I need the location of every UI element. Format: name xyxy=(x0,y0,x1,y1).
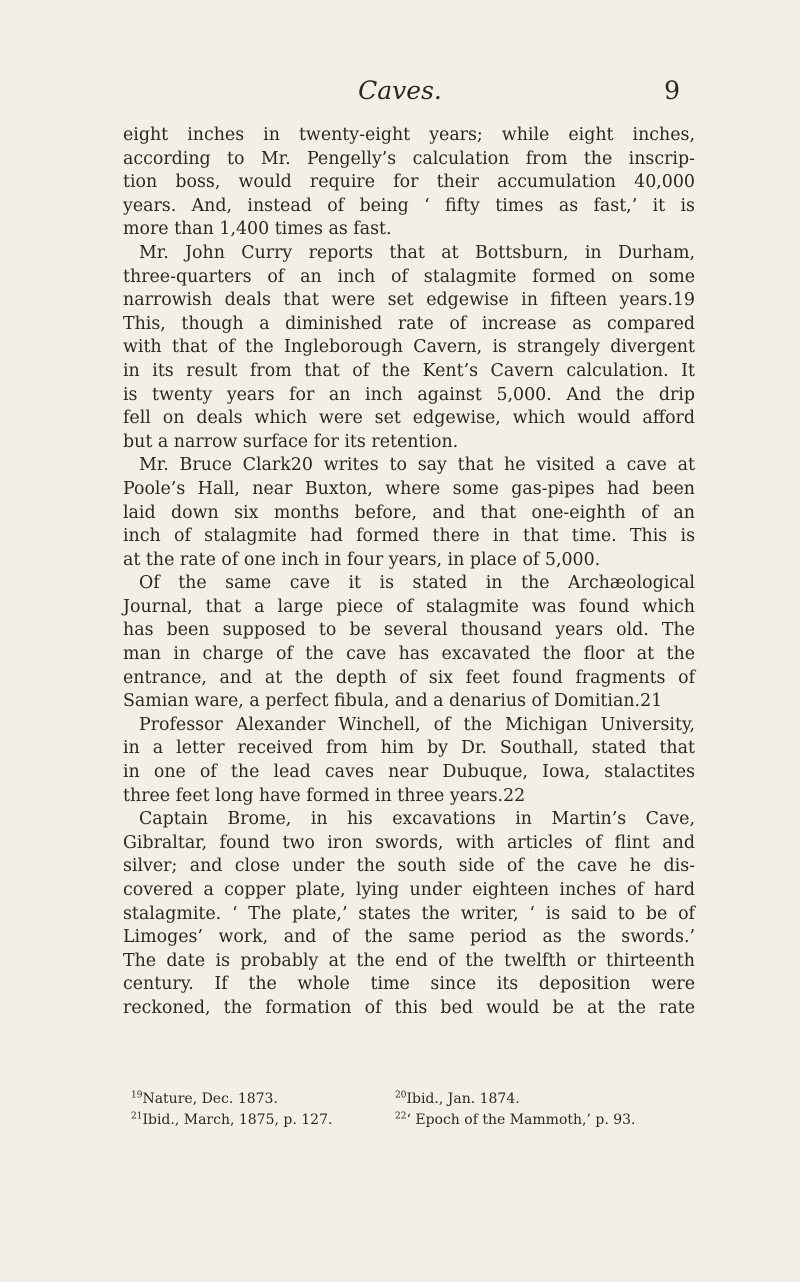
footnote-number: 19 xyxy=(131,1090,143,1101)
footnote-text: ‘ Epoch of the Mammoth,’ p. 93. xyxy=(406,1112,636,1128)
text-line: has been supposed to be several thousand years old. The xyxy=(123,620,695,641)
text-line: in its result from that of the Kent’s Cavern calculation. It xyxy=(123,360,695,381)
text-line: stalagmite. ‘ The plate,’ states the writer, ‘ is said to be of xyxy=(123,903,695,924)
text-line: Gibraltar, found two iron swords, with articles of flint and xyxy=(123,832,695,853)
text-line: Samian ware, a perfect fibula, and a denarius of Domitian.21 xyxy=(123,691,663,712)
text-line: silver; and close under the south side of the cave he dis- xyxy=(123,856,695,877)
text-line: narrowish deals that were set edgewise in fifteen years.19 xyxy=(123,290,695,311)
text-line: is twenty years for an inch against 5,000. And the drip xyxy=(123,384,695,405)
text-line: three-quarters of an inch of stalagmite formed on some xyxy=(123,266,695,287)
running-head xyxy=(120,76,680,106)
text-line: Of the same cave it is stated in the Archæological xyxy=(139,573,695,594)
body-text xyxy=(123,124,695,1021)
footnote-20 xyxy=(395,1091,520,1107)
text-line: The date is probably at the end of the twelfth or thirteenth xyxy=(123,950,695,971)
footnote-22 xyxy=(395,1112,636,1128)
text-line: in a letter received from him by Dr. Southall, stated that xyxy=(123,738,695,759)
text-line: tion boss, would require for their accumulation 40,000 xyxy=(123,172,695,193)
text-line: covered a copper plate, lying under eighteen inches of hard xyxy=(123,880,695,900)
text-line: in one of the lead caves near Dubuque, Iowa, stalactites xyxy=(123,762,695,783)
running-title: Caves. xyxy=(358,76,442,105)
footnote-19 xyxy=(131,1091,278,1107)
text-line: entrance, and at the depth of six feet found fragments of xyxy=(123,667,695,688)
text-line: century. If the whole time since its deposition were xyxy=(123,974,695,995)
text-line: Captain Brome, in his excavations in Martin’s Cave, xyxy=(139,809,695,830)
text-line: fell on deals which were set edgewise, which would afford xyxy=(123,408,695,429)
text-line: Mr. John Curry reports that at Bottsburn, in Durham, xyxy=(139,242,695,263)
footnote-text: Ibid., March, 1875, p. 127. xyxy=(142,1112,333,1128)
footnote-number: 20 xyxy=(395,1090,407,1101)
text-line: more than 1,400 times as fast. xyxy=(123,219,392,240)
text-line: but a narrow surface for its retention. xyxy=(123,431,459,452)
text-line: Professor Alexander Winchell, of the Michigan University, xyxy=(139,714,695,735)
text-line: reckoned, the formation of this bed would be at the rate xyxy=(123,997,695,1018)
text-line: This, though a diminished rate of increase as compared xyxy=(123,313,695,334)
footnote-number: 21 xyxy=(131,1111,143,1122)
footnote-text: Ibid., Jan. 1874. xyxy=(406,1091,520,1107)
text-line: eight inches in twenty-eight years; while eight inches, xyxy=(123,125,695,145)
text-line: inch of stalagmite had formed there in that time. This is xyxy=(123,526,695,547)
footnote-21 xyxy=(131,1112,332,1128)
text-line: with that of the Ingleborough Cavern, is strangely divergent xyxy=(123,337,695,358)
text-line: years. And, instead of being ‘ fifty times as fast,’ it is xyxy=(123,195,695,216)
text-line: Mr. Bruce Clark20 writes to say that he visited a cave at xyxy=(139,455,695,476)
text-line: laid down six months before, and that one-eighth of an xyxy=(123,502,695,523)
text-line: according to Mr. Pengelly’s calculation from the inscrip- xyxy=(123,148,695,169)
text-line: Poole’s Hall, near Buxton, where some gas-pipes had been xyxy=(123,478,695,499)
footnote-number: 22 xyxy=(395,1111,407,1122)
page-number: 9 xyxy=(664,76,680,105)
text-line: Journal, that a large piece of stalagmite was found which xyxy=(123,596,695,617)
text-line: man in charge of the cave has excavated the floor at the xyxy=(123,644,695,665)
text-line: at the rate of one inch in four years, in place of 5,000. xyxy=(123,549,601,570)
text-line: three feet long have formed in three years.22 xyxy=(123,785,526,806)
text-line: Limoges’ work, and of the same period as the swords.’ xyxy=(123,927,695,948)
footnote-text: Nature, Dec. 1873. xyxy=(142,1091,278,1107)
